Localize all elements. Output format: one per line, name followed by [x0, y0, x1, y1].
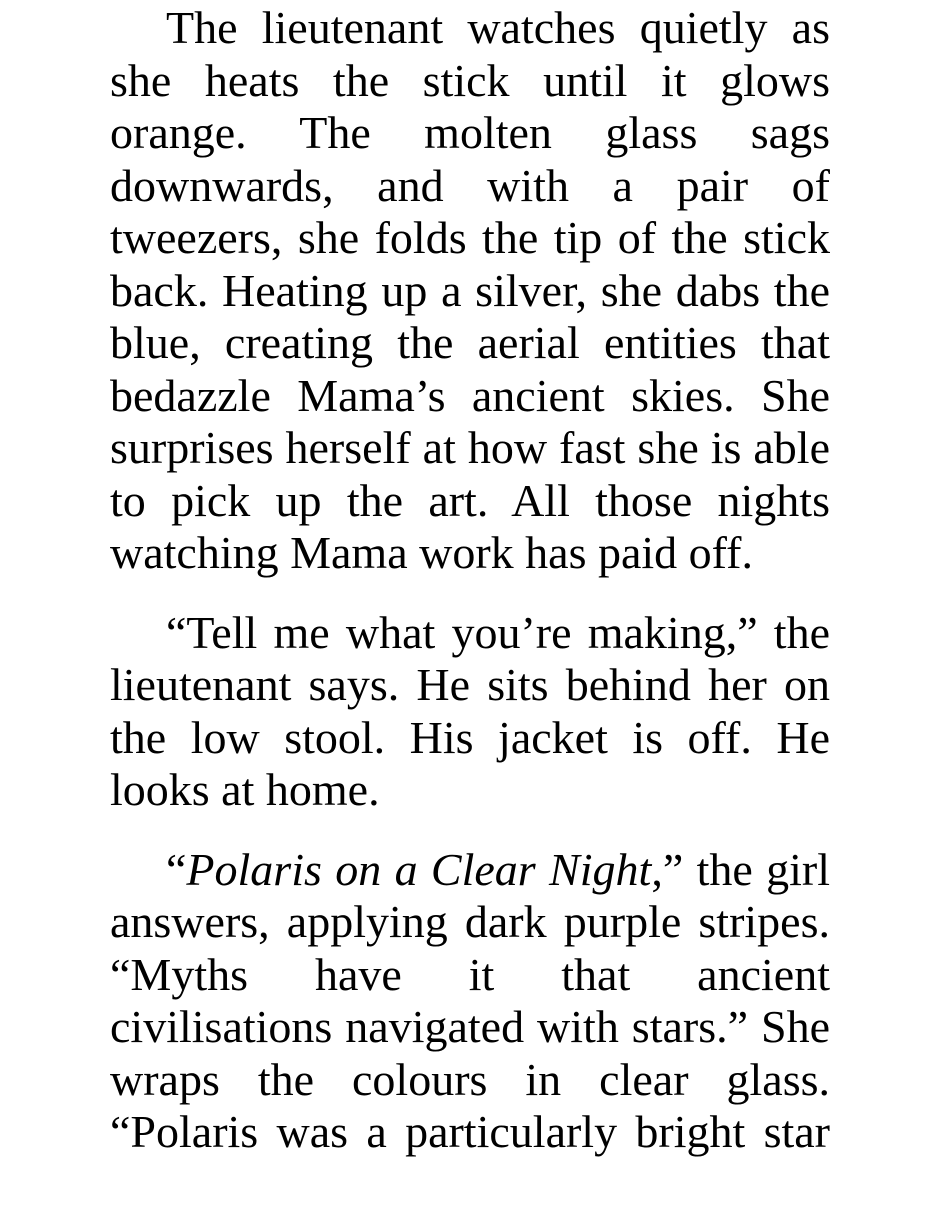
- paragraph-3-text: ,” the girl answers, applying dark purple stripes. “Myths have it that ancient civilisations navigated with stars.” She wraps the colours in clear glass. “Polaris was a particularly bright star: [110, 843, 831, 1157]
- paragraph-1-text: The lieutenant watches quietly as she heats the stick until it glows orange. The molten glass sags downwards, and with a pair of tweezers, she folds the tip of the stick back. Heating up a silver, she dabs the blue, creating the aerial entities that bedazzle Mama’s ancient skies. She surprises herself at how fast she is able to pick up the art. All those nights watching Mama work has paid off.: [110, 2, 830, 578]
- book-title-italic: Polaris on a Clear Night: [186, 843, 652, 895]
- paragraph-3: [110, 844, 830, 1159]
- paragraph-2-text: “Tell me what you’re making,” the lieutenant says. He sits behind her on the low stool. His jacket is off. He looks at home.: [110, 606, 830, 815]
- paragraph-3-open-quote: “: [166, 843, 187, 895]
- paragraph-2: [110, 607, 830, 817]
- document-page: [110, 0, 830, 1186]
- paragraph-1: [110, 0, 830, 580]
